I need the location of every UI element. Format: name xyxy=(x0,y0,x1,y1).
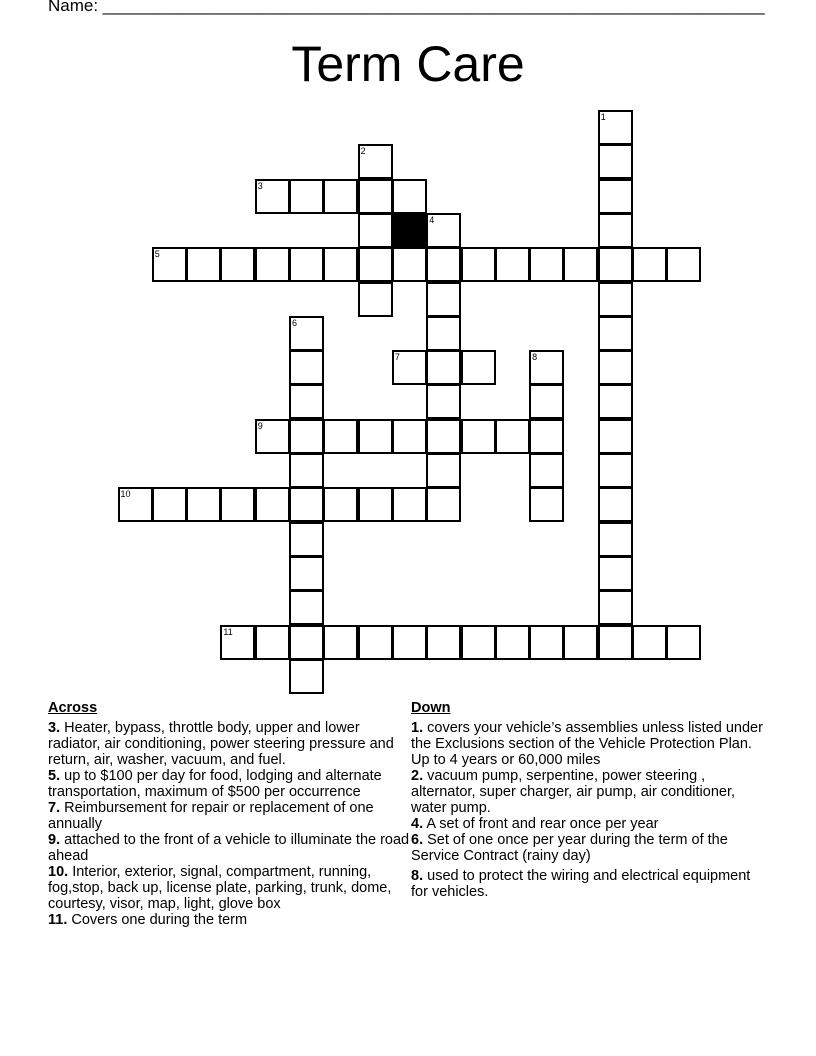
grid-cell[interactable] xyxy=(529,384,564,419)
down-clue xyxy=(411,816,771,832)
grid-cell[interactable] xyxy=(598,487,633,522)
clue-number: 10. xyxy=(48,864,69,880)
down-heading: Down xyxy=(411,700,451,716)
grid-cell[interactable] xyxy=(598,556,633,591)
grid-cell[interactable] xyxy=(598,110,633,145)
clue-number: 8. xyxy=(411,868,424,884)
grid-cell[interactable] xyxy=(598,590,633,625)
clue-number: 4. xyxy=(411,816,424,832)
grid-cell[interactable] xyxy=(152,247,187,282)
grid-cell[interactable] xyxy=(289,453,324,488)
clue-number: 7. xyxy=(48,800,61,816)
across-clues xyxy=(48,700,410,928)
grid-cell[interactable] xyxy=(323,625,358,660)
grid-cell[interactable] xyxy=(666,247,701,282)
grid-cell[interactable] xyxy=(426,625,461,660)
grid-cell[interactable] xyxy=(186,247,221,282)
across-heading: Across xyxy=(48,700,98,716)
grid-cell[interactable] xyxy=(220,625,255,660)
clue-number-label: 5 xyxy=(154,249,160,260)
across-clue xyxy=(48,768,410,800)
grid-cell[interactable] xyxy=(392,625,427,660)
grid-cell[interactable] xyxy=(358,213,393,248)
clue-number: 5. xyxy=(48,768,61,784)
grid-cell[interactable] xyxy=(426,350,461,385)
grid-cell[interactable] xyxy=(598,384,633,419)
down-clue xyxy=(411,720,771,768)
down-clue xyxy=(411,868,771,900)
grid-cell[interactable] xyxy=(289,487,324,522)
clue-number: 9. xyxy=(48,832,61,848)
name-field-label: Name: ______________________________________________________________________ xyxy=(48,0,765,15)
clue-text: used to protect the wiring and electrical equipment for vehicles. xyxy=(411,868,751,900)
grid-cell[interactable] xyxy=(289,247,324,282)
clue-number-label: 3 xyxy=(257,180,263,191)
grid-cell[interactable] xyxy=(598,179,633,214)
clue-text: A set of front and rear once per year xyxy=(426,816,659,832)
grid-cell[interactable] xyxy=(152,487,187,522)
clue-text: Interior, exterior, signal, compartment, running, fog,stop, back up, license plate, parking, trunk, dome, courtesy, visor, map, light, glove box xyxy=(48,864,392,912)
grid-cell[interactable] xyxy=(426,316,461,351)
grid-cell[interactable] xyxy=(289,350,324,385)
grid-cell[interactable] xyxy=(426,247,461,282)
across-clue xyxy=(48,864,410,912)
grid-cell[interactable] xyxy=(289,590,324,625)
grid-cell[interactable] xyxy=(289,384,324,419)
grid-cell[interactable] xyxy=(186,487,221,522)
grid-cell[interactable] xyxy=(495,419,530,454)
clue-number-label: 1 xyxy=(600,112,606,122)
grid-cell[interactable] xyxy=(323,247,358,282)
grid-cell[interactable] xyxy=(495,247,530,282)
grid-cell[interactable] xyxy=(392,350,427,385)
grid-cell[interactable] xyxy=(255,247,290,282)
clue-number-label: 7 xyxy=(394,352,400,363)
grid-cell[interactable] xyxy=(358,179,393,214)
grid-cell[interactable] xyxy=(392,179,427,214)
grid-cell[interactable] xyxy=(529,625,564,660)
grid-cell[interactable] xyxy=(323,419,358,454)
grid-cell[interactable] xyxy=(255,179,290,214)
grid-cell[interactable] xyxy=(289,522,324,557)
grid-cell[interactable] xyxy=(461,625,496,660)
grid-cell[interactable] xyxy=(529,453,564,488)
clue-number-label: 8 xyxy=(532,352,538,363)
grid-cell[interactable] xyxy=(289,659,324,694)
grid-cell[interactable] xyxy=(289,419,324,454)
grid-cell[interactable] xyxy=(392,247,427,282)
clue-number-label: 4 xyxy=(429,214,435,225)
grid-cell[interactable] xyxy=(598,144,633,179)
grid-cell[interactable] xyxy=(323,179,358,214)
grid-cell[interactable] xyxy=(598,453,633,488)
down-clue xyxy=(411,768,771,816)
clue-text: Heater, bypass, throttle body, upper and lower radiator, air conditioning, power steering pressure and return, air, washer, vacuum, and fuel. xyxy=(48,720,394,768)
grid-cell[interactable] xyxy=(529,419,564,454)
clue-number-label: 6 xyxy=(292,317,298,328)
clue-text: vacuum pump, serpentine, power steering , alternator, super charger, air pump, air conditioner, water pump. xyxy=(411,768,736,816)
grid-cell[interactable] xyxy=(358,144,393,179)
grid-cell[interactable] xyxy=(426,453,461,488)
grid-cell[interactable] xyxy=(598,625,633,660)
grid-cell[interactable] xyxy=(426,419,461,454)
grid-cell[interactable] xyxy=(563,625,598,660)
clue-number: 11. xyxy=(48,912,68,928)
grid-cell[interactable] xyxy=(323,487,358,522)
grid-cell[interactable] xyxy=(255,487,290,522)
grid-cell[interactable] xyxy=(598,247,633,282)
grid-cell[interactable] xyxy=(392,487,427,522)
grid-cell[interactable] xyxy=(426,384,461,419)
clue-number: 2. xyxy=(411,768,424,784)
across-clue xyxy=(48,800,410,832)
grid-cell[interactable] xyxy=(289,556,324,591)
grid-cell[interactable] xyxy=(255,625,290,660)
grid-cell[interactable] xyxy=(426,213,461,248)
grid-cell[interactable] xyxy=(598,419,633,454)
grid-cell[interactable] xyxy=(529,350,564,385)
clue-number: 3. xyxy=(48,720,61,736)
grid-cell[interactable] xyxy=(118,487,153,522)
grid-cell[interactable] xyxy=(495,625,530,660)
clue-text: attached to the front of a vehicle to illuminate the road ahead xyxy=(48,832,410,864)
grid-cell[interactable] xyxy=(666,625,701,660)
across-clue xyxy=(48,832,410,864)
grid-cell[interactable] xyxy=(598,316,633,351)
grid-cell[interactable] xyxy=(598,213,633,248)
clue-text: Set of one once per year during the term of the Service Contract (rainy day) xyxy=(411,832,728,864)
grid-cell[interactable] xyxy=(358,487,393,522)
grid-cell[interactable] xyxy=(461,350,496,385)
grid-cell[interactable] xyxy=(220,247,255,282)
across-clue xyxy=(48,912,410,928)
clue-number-label: 10 xyxy=(120,489,131,500)
grid-cell[interactable] xyxy=(358,419,393,454)
grid-cell[interactable] xyxy=(461,247,496,282)
down-clues xyxy=(411,700,771,900)
grid-cell[interactable] xyxy=(598,522,633,557)
down-clue xyxy=(411,832,771,864)
clue-number-label: 9 xyxy=(257,420,263,431)
grid-cell[interactable] xyxy=(220,487,255,522)
clue-text: covers your vehicle’s assemblies unless listed under the Exclusions section of the Vehicle Protection Plan. Up to 4 years or 60,000 miles xyxy=(411,720,763,768)
grid-cell[interactable] xyxy=(289,625,324,660)
page-title: Term Care xyxy=(291,36,525,92)
clue-number: 1. xyxy=(411,720,424,736)
grid-cell[interactable] xyxy=(529,247,564,282)
grid-cell[interactable] xyxy=(255,419,290,454)
grid-cell[interactable] xyxy=(461,419,496,454)
grid-cell[interactable] xyxy=(426,282,461,317)
grid-cell[interactable] xyxy=(358,625,393,660)
grid-cell[interactable] xyxy=(392,419,427,454)
grid-cell[interactable] xyxy=(632,247,667,282)
clue-text: up to $100 per day for food, lodging and alternate transportation, maximum of $500 per occurrence xyxy=(48,768,382,800)
grid-cell[interactable] xyxy=(358,282,393,317)
clue-number-label: 11 xyxy=(223,626,233,637)
grid-cell[interactable] xyxy=(289,316,324,351)
grid-cell[interactable] xyxy=(289,179,324,214)
grid-cell[interactable] xyxy=(358,247,393,282)
grid-cell[interactable] xyxy=(529,487,564,522)
grid-cell[interactable] xyxy=(598,282,633,317)
clue-number: 6. xyxy=(411,832,424,848)
grid-cell[interactable] xyxy=(632,625,667,660)
grid-cell[interactable] xyxy=(598,350,633,385)
clue-text: Reimbursement for repair or replacement of one annually xyxy=(48,800,374,832)
clue-text: Covers one during the term xyxy=(71,912,248,928)
across-clue xyxy=(48,720,410,768)
grid-cell[interactable] xyxy=(426,487,461,522)
black-square xyxy=(392,213,427,248)
clue-number-label: 2 xyxy=(360,146,366,157)
grid-cell[interactable] xyxy=(563,247,598,282)
